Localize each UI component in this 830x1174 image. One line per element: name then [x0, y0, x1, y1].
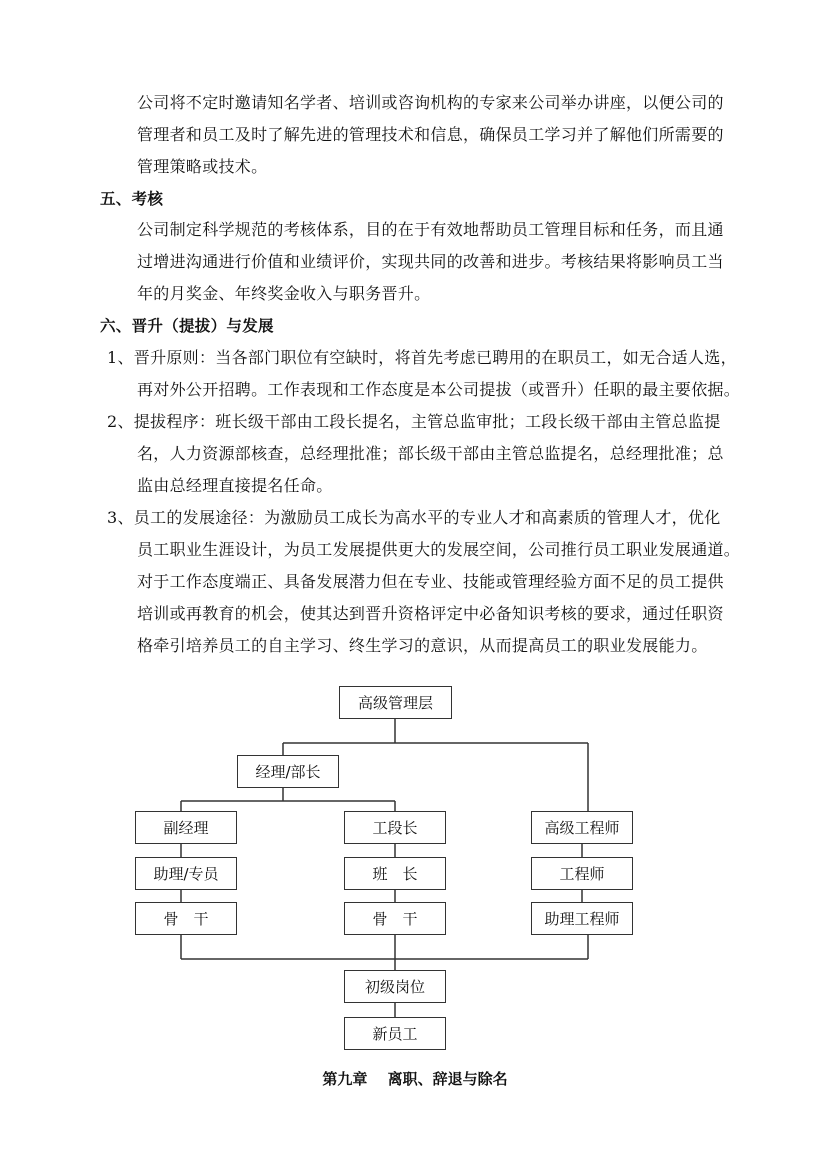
paragraph-line: 名，人力资源部核查，总经理批准；部长级干部由主管总监提名，总经理批准；总	[137, 444, 724, 463]
connector-manager	[181, 788, 395, 811]
paragraph-line: 2、提拔程序：班长级干部由工段长提名，主管总监审批；工段长级干部由主管总监提	[107, 412, 721, 431]
box-assistant-engineer: 助理工程师	[531, 902, 633, 935]
section-heading: 五、考核	[100, 190, 164, 208]
box-section-chief: 工段长	[344, 811, 446, 844]
box-assistant: 助理/专员	[135, 857, 237, 890]
box-engineer: 工程师	[531, 857, 633, 890]
box-deputy-manager: 副经理	[135, 811, 237, 844]
box-new-employee: 新员工	[344, 1017, 446, 1050]
box-senior-management: 高级管理层	[339, 686, 452, 719]
paragraph-line: 再对外公开招聘。工作表现和工作态度是本公司提拔（或晋升）任职的最主要依据。	[137, 380, 741, 399]
paragraph-line: 1、晋升原则：当各部门职位有空缺时，将首先考虑已聘用的在职员工，如无合适人选，	[107, 348, 737, 367]
paragraph-line: 格牵引培养员工的自主学习、终生学习的意识，从而提高员工的职业发展能力。	[137, 636, 708, 655]
box-backbone-left: 骨 干	[135, 902, 237, 935]
paragraph-line: 员工职业生涯设计，为员工发展提供更大的发展空间，公司推行员工职业发展通道。	[137, 540, 741, 559]
box-backbone-middle: 骨 干	[344, 902, 446, 935]
paragraph-line: 培训或再教育的机会，使其达到晋升资格评定中必备知识考核的要求，通过任职资	[137, 604, 724, 623]
box-team-leader: 班 长	[344, 857, 446, 890]
box-senior-engineer: 高级工程师	[531, 811, 633, 844]
paragraph-line: 公司制定科学规范的考核体系，目的在于有效地帮助员工管理目标和任务，而且通	[137, 220, 724, 239]
paragraph-line: 管理者和员工及时了解先进的管理技术和信息，确保员工学习并了解他们所需要的	[137, 125, 724, 144]
paragraph-line: 管理策略或技术。	[137, 157, 268, 176]
paragraph-line: 过增进沟通进行价值和业绩评价，实现共同的改善和进步。考核结果将影响员工当	[137, 252, 724, 271]
chapter-heading: 第九章 离职、辞退与除名	[322, 1070, 508, 1088]
paragraph-line: 3、员工的发展途径：为激励员工成长为高水平的专业人才和高素质的管理人才，优化	[107, 508, 721, 527]
paragraph-line: 公司将不定时邀请知名学者、培训或咨询机构的专家来公司举办讲座，以便公司的	[137, 93, 724, 112]
box-manager: 经理/部长	[237, 755, 339, 788]
paragraph-line: 年的月奖金、年终奖金收入与职务晋升。	[137, 284, 431, 303]
paragraph-line: 对于工作态度端正、具备发展潜力但在专业、技能或管理经验方面不足的员工提供	[137, 572, 724, 591]
paragraph-line: 监由总经理直接提名任命。	[137, 476, 333, 495]
section-heading: 六、晋升（提拔）与发展	[100, 317, 274, 335]
box-entry-level: 初级岗位	[344, 970, 446, 1003]
